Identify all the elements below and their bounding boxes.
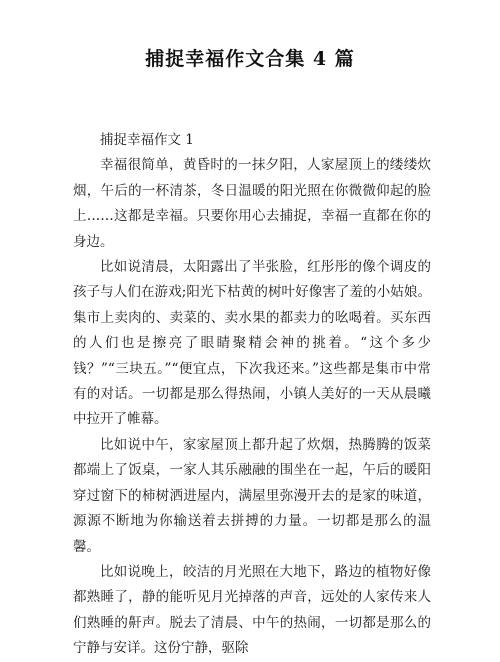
essay-heading: 捕捉幸福作文 1 — [100, 132, 194, 148]
document-title: 捕捉幸福作文合集 4 篇 — [145, 48, 355, 70]
paragraph-1: 幸福很简单，黄昏时的一抹夕阳，人家屋顶上的缕缕炊烟，午后的一杯清茶，冬日温暖的阳光照在你微微仰起的脸上……这都是幸福。只要你用心去捕捉，幸福一直都在你的身边。 — [73, 157, 431, 250]
paragraph-4: 比如说晚上，皎洁的月光照在大地下，路边的植物好像都熟睡了，静的能听见月光掉落的声音，远处的人家传来人们熟睡的鼾声。脱去了清晨、中午的热闹，一切都是那么的宁静与安详。这份宁静，驱除 — [73, 563, 431, 657]
document-body — [73, 128, 431, 662]
paragraph-2: 比如说清晨，太阳露出了半张脸，红彤彤的像个调皮的孩子与人们在游戏;阳光下枯黄的树叶好像害了羞的小姑娘。集市上卖肉的、卖菜的、卖水果的都卖力的吆喝着。买东西的人们也是擦亮了眼睛聚精会神的挑着。“这个多少钱？”“三块五。”“便宜点，下次我还来。”这些都是集市中常有的对话。一切都是那么得热闹，小镇人美好的一天从晨曦中拉开了帷幕。 — [73, 259, 431, 428]
paragraph-3: 比如说中午，家家屋顶上都升起了炊烟，热腾腾的饭菜都端上了饭桌，一家人其乐融融的围坐在一起，午后的暖阳穿过窗下的柿树洒进屋内，满屋里弥漫开去的是家的味道，源源不断地为你输送着去拼搏的力量。一切都是那么的温馨。 — [73, 436, 431, 555]
